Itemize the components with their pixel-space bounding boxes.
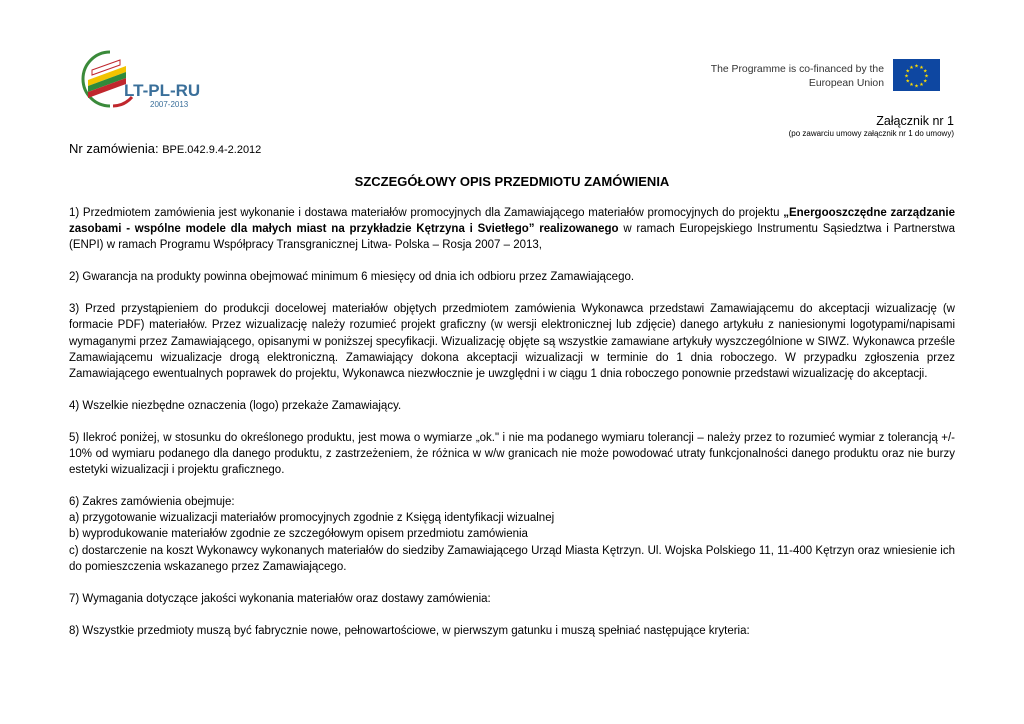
svg-text:★: ★ [922, 68, 928, 75]
section-5: 5) Ilekroć poniżej, w stosunku do określonego produktu, jest mowa o wymiarze „ok." i nie ma podanego wymiaru tolerancji – należy przez to rozumieć wymiar z tolerancją +/- 10% od wymiaru podanego dla danego produktu, z zastrzeżeniem, że różnica w w/w granicach nie może powodować utraty funkcjonalności danego produktu oraz nie burzy estetyki wizualizacji i projektu graficznego. [69, 431, 955, 477]
svg-text:★: ★ [919, 82, 924, 89]
section-6-item-a: a) przygotowanie wizualizacji materiałów promocyjnych zgodnie z Księgą identyfikacji wizualnej [69, 512, 555, 525]
section-2: 2) Gwarancja na produkty powinna obejmować minimum 6 miesięcy od dnia ich odbioru przez Zamawiającego. [69, 271, 635, 284]
section-6-item-c: c) dostarczenie na koszt Wykonawcy wykonanych materiałów do siedziby Zamawiającego Urząd Miasta Kętrzyn. Ul. Wojska Polskiego 11, 11-400 Kętrzyn oraz wniesienie ich do pomieszczenia wskazanego przez Zamawiającego. [69, 544, 955, 573]
order-number: BPE.042.9.4-2.2012 [162, 144, 262, 156]
section-8: 8) Wszystkie przedmioty muszą być fabrycznie nowe, pełnowartościowe, w pierwszym gatunku i muszą spełniać następujące kryteria: [69, 624, 750, 637]
section-7: 7) Wymagania dotyczące jakości wykonania materiałów oraz dostawy zamówienia: [69, 592, 491, 605]
section-6-heading: 6) Zakres zamówienia obejmuje: [69, 496, 235, 509]
section-1-intro: 1) Przedmiotem zamówienia jest wykonanie i dostawa materiałów promocyjnych dla Zamawiającego materiałów promocyjnych do projektu [69, 207, 784, 219]
eu-note-line2: European Union [808, 78, 884, 89]
svg-text:★: ★ [914, 83, 919, 90]
section-4: 4) Wszelkie niezbędne oznaczenia (logo) przekaże Zamawiający. [69, 399, 402, 412]
svg-text:★: ★ [905, 68, 911, 75]
logo-years: 2007-2013 [150, 100, 189, 109]
section-1 [69, 205, 955, 253]
svg-text:★: ★ [905, 78, 911, 85]
svg-text:★: ★ [904, 73, 909, 80]
eu-cofinance-note [690, 63, 884, 91]
svg-text:★: ★ [914, 63, 919, 70]
eu-note-line1: The Programme is co-financed by the [710, 64, 884, 75]
annex-title: Załącznik nr 1 [876, 114, 954, 128]
svg-text:★: ★ [909, 82, 914, 89]
order-number-line [69, 141, 261, 156]
section-1-rest: w ramach Europejskiego Instrumentu Sąsiedztwa i Partnerstwa (ENPI) w ramach Programu Współpracy Transgranicznej Litwa- Polska – Rosja 2007 – 2013, [69, 223, 956, 252]
order-label: Nr zamówienia: [69, 141, 159, 156]
section-6-item-b: b) wyprodukowanie materiałów zgodnie ze szczegółowym opisem przedmiotu zamówienia [69, 528, 528, 541]
programme-logo-icon [80, 48, 210, 110]
eu-flag-icon [893, 59, 940, 91]
document-title: SZCZEGÓŁOWY OPIS PRZEDMIOTU ZAMÓWIENIA [354, 174, 670, 189]
svg-text:★: ★ [922, 78, 928, 85]
svg-text:★: ★ [909, 64, 914, 71]
section-1-project-name: „Energooszczędne zarządzanie zasobami - wspólne modele dla małych miast na przykładzie Kętrzyna i Svietłego” realizowanego [69, 207, 955, 236]
section-6 [69, 494, 955, 574]
svg-text:★: ★ [924, 73, 929, 80]
section-3: 3) Przed przystąpieniem do produkcji docelowej materiałów objętych przedmiotem zamówienia Wykonawca przedstawi Zamawiającemu do akceptacji wizualizację (w formacie PDF) materiałów. Przez wizualizację należy rozumieć projekt graficzny (w wersji elektronicznej lub zdjęcie) danego artykułu z naniesionymi logotypami/napisami wymaganymi przez Zamawiającego, opisanymi w poniższej specyfikacji. Wizualizację objęte są wszystkie zamawiane artykuły wyszczególnione w SIWZ. Wykonawca prześle Zamawiającemu wizualizacje drogą elektroniczną. Zamawiający dokona akceptacji wizualizacji w terminie do 1 dnia roboczego. W przypadku zgłoszenia przez Zamawiającego ewentualnych poprawek do projektu, Wykonawca niezwłocznie je uwzględni i w ciągu 1 dnia roboczego ponownie przedstawi wizualizację do akceptacji. [69, 303, 955, 380]
logo-name: LT-PL-RU [124, 81, 201, 100]
annex-block [789, 114, 954, 139]
annex-note: (po zawarciu umowy załącznik nr 1 do umowy) [788, 129, 954, 138]
svg-text:★: ★ [919, 64, 924, 71]
document-body [69, 205, 955, 655]
lt-pl-ru-logo [80, 48, 210, 110]
